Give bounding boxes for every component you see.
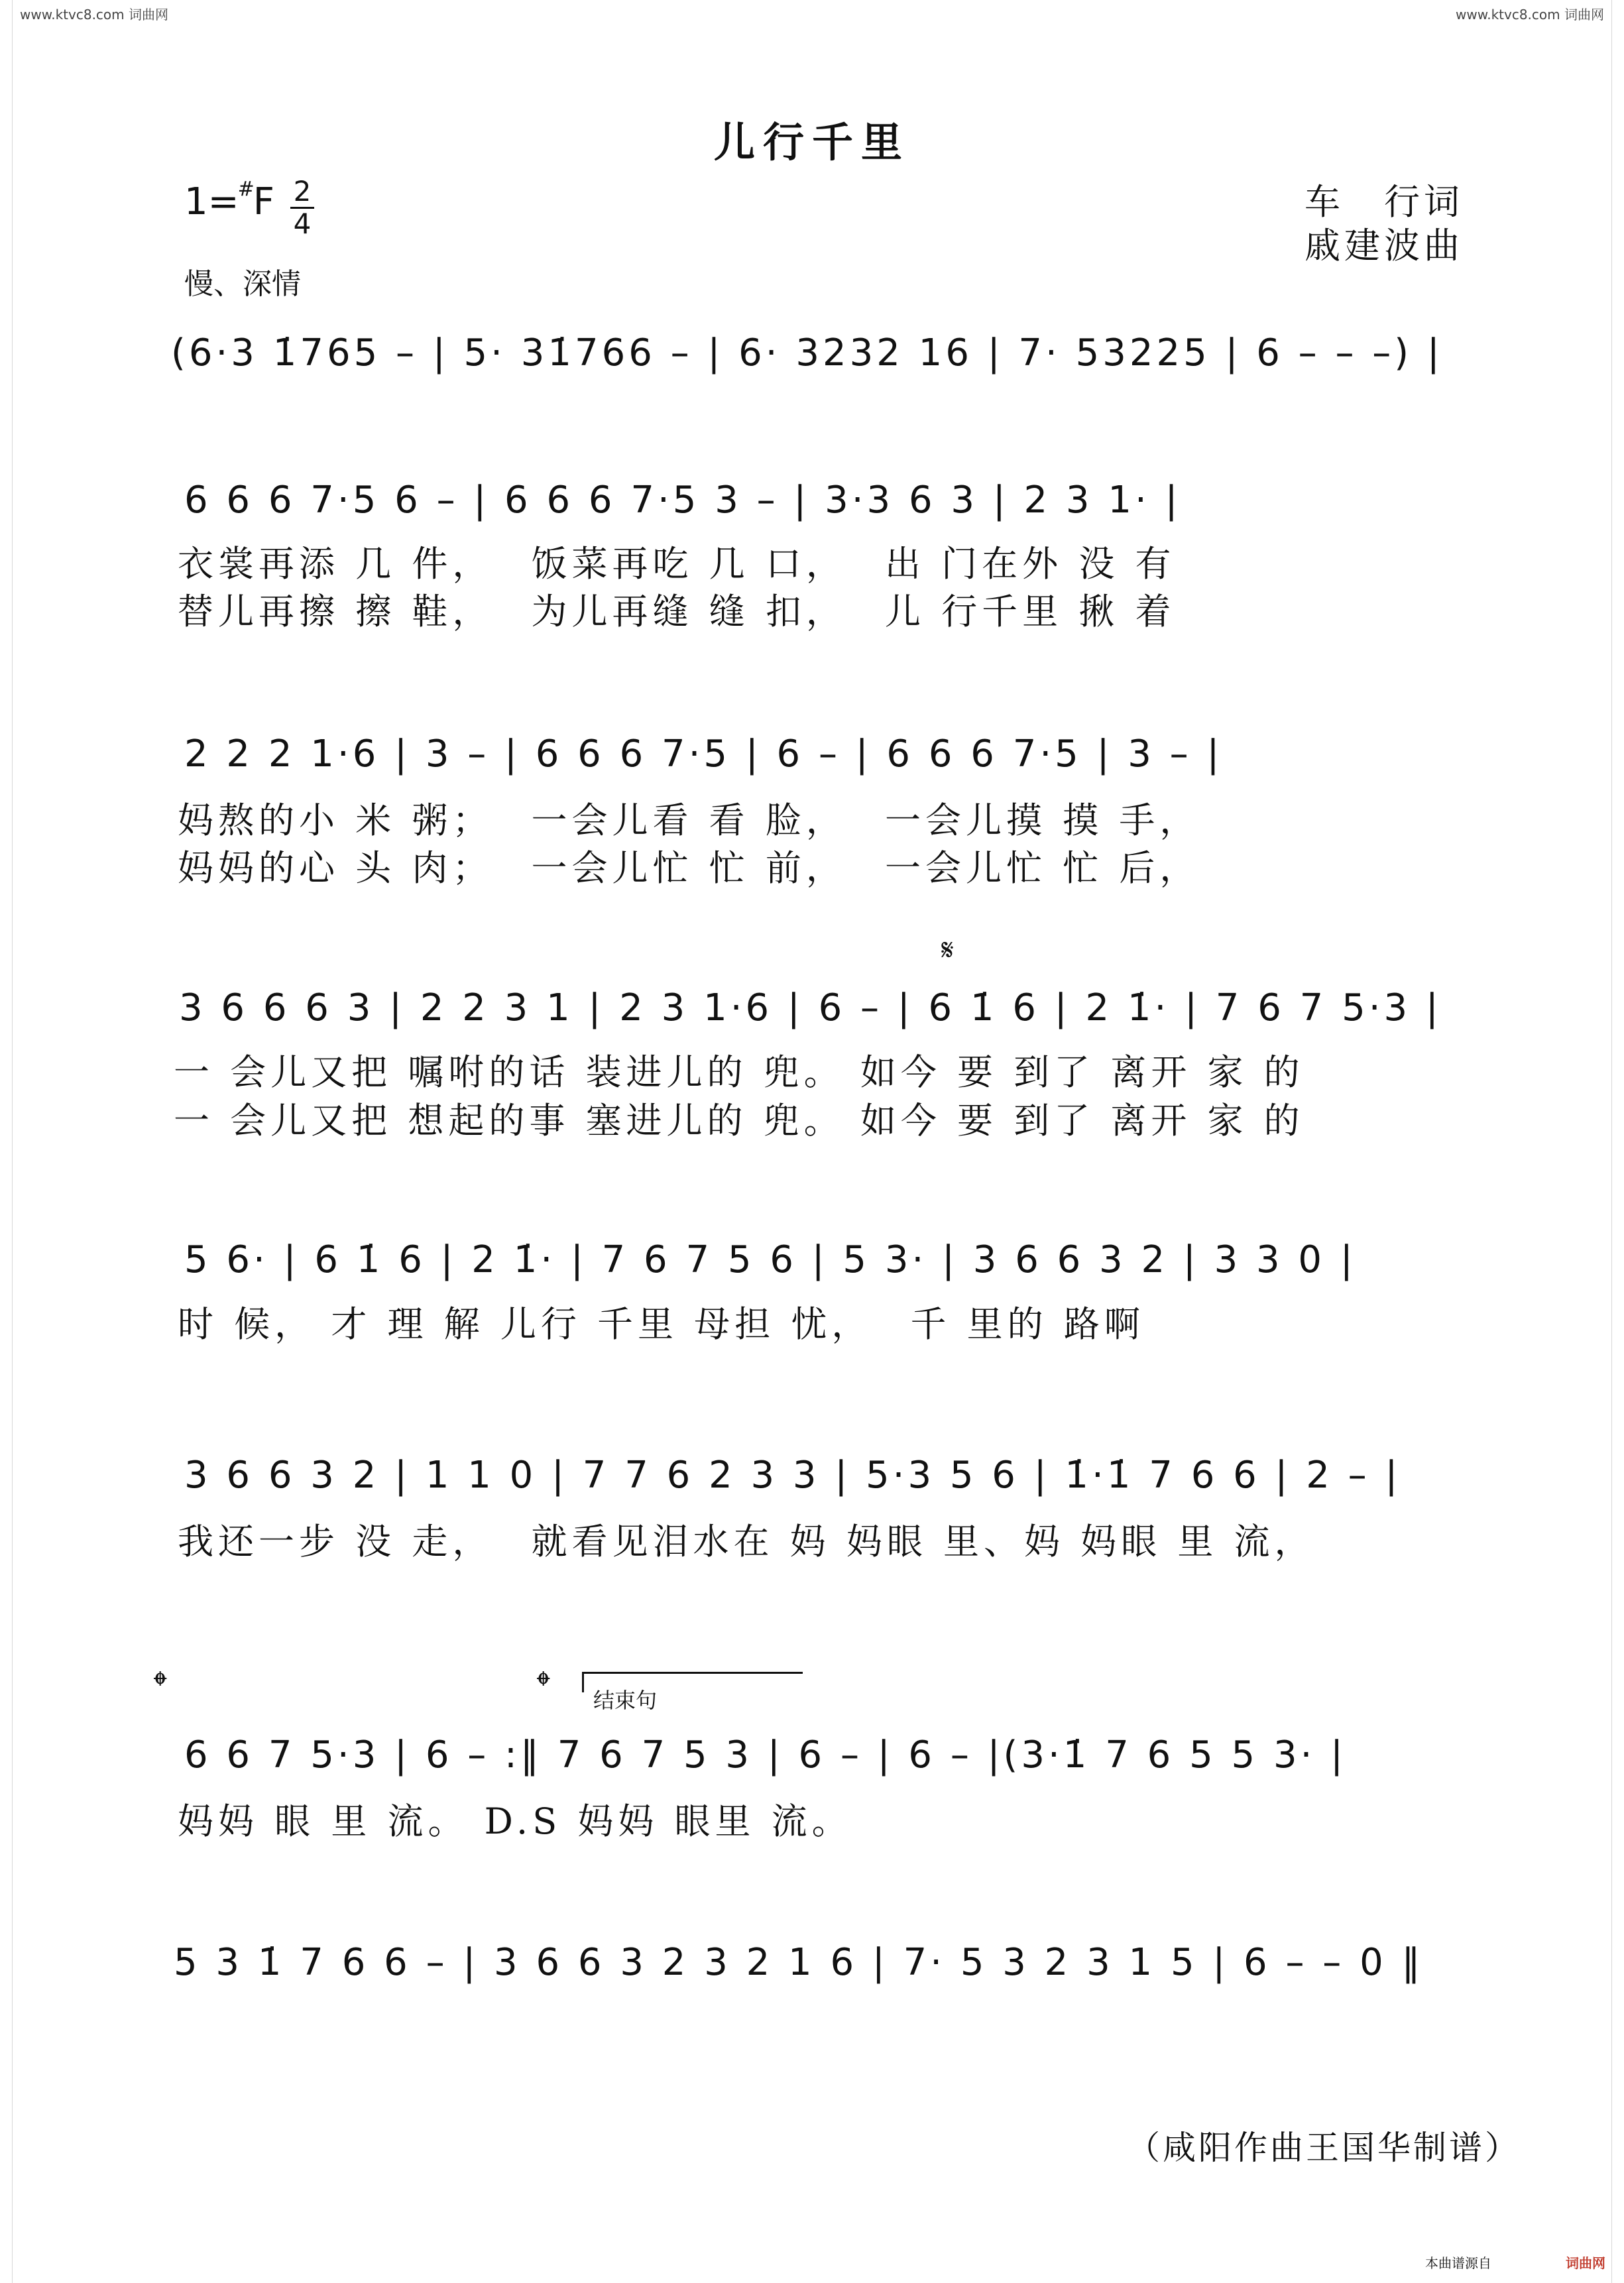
lyricist-credit: 车 行词 xyxy=(1305,181,1464,223)
lyric-line-6: 我还一步 没 走， 就看见泪水在 妈 妈眼 里、妈 妈眼 里 流， xyxy=(178,1521,1315,1562)
notation-system-4: 3 6 6 6 3 | 2 2 3 1 | 2 3 1·6 | 6 – | 6 1̇ 6 | 2 1̇· | 7 6 7 5·3 | xyxy=(179,986,1442,1029)
lyric-line-2-verse-2: 替儿再擦 擦 鞋， 为儿再缝 缝 扣， 儿 行千里 揪 着 xyxy=(178,591,1176,632)
time-signature xyxy=(290,175,314,240)
lyric-line-5: 时 候， 才 理 解 儿行 千里 母担 忧， 千 里的 路啊 xyxy=(178,1303,1145,1345)
sharp-sign: # xyxy=(237,178,255,201)
header-right-site[interactable]: www.ktvc8.com 词曲网 xyxy=(1455,7,1604,23)
lyric-line-4-verse-1: 一 会儿又把 嘱咐的话 装进儿的 兜。 如今 要 到了 离开 家 的 xyxy=(174,1051,1305,1093)
notation-system-1: (6·3 1̇765 – | 5· 31̇766 – | 6· 3232 16 | 7· 53225 | 6 – – –) | xyxy=(171,331,1443,375)
coda-sign-left: 𝄌 xyxy=(154,1664,167,1707)
coda-sign-right: 𝄌 xyxy=(537,1664,550,1707)
song-title: 儿行千里 xyxy=(713,118,910,166)
segno-sign: 𝄋 xyxy=(941,933,954,967)
lyric-line-7: 妈妈 眼 里 流。 D.S 妈妈 眼里 流。 xyxy=(178,1800,852,1842)
ending-label: 结束句 xyxy=(593,1688,658,1713)
site-logo[interactable]: 词曲网 xyxy=(1566,2255,1605,2271)
tempo-marking: 慢、深情 xyxy=(184,267,301,301)
source-label: 本曲谱源自 xyxy=(1425,2255,1491,2271)
notation-system-5: 5 6· | 6 1̇ 6 | 2 1̇· | 7 6 7 5 6 | 5 3· | 3 6 6 3 2 | 3 3 0 | xyxy=(184,1238,1356,1281)
lyric-line-3-verse-2: 妈妈的心 头 肉； 一会儿忙 忙 前， 一会儿忙 忙 后， xyxy=(178,847,1200,889)
composer-credit: 戚建波曲 xyxy=(1305,225,1464,266)
notation-system-6: 3 6 6 3 2 | 1 1 0 | 7 7 6 2 3 3 | 5·3 5 6 | 1̇·1̇ 7 6 6 | 2 – | xyxy=(184,1454,1401,1497)
transcriber-credit: （咸阳作曲王国华制谱） xyxy=(1127,2129,1521,2167)
lyric-line-2-verse-1: 衣裳再添 几 件， 饭菜再吃 几 口， 出 门在外 没 有 xyxy=(178,543,1176,585)
meter-bottom: 4 xyxy=(293,207,312,240)
notation-system-7: 6 6 7 5·3 | 6 – :‖ 7 6 7 5 3 | 6 – | 6 – |(3·1̇ 7 6 5 5 3· | xyxy=(184,1733,1347,1777)
lyric-line-4-verse-2: 一 会儿又把 想起的事 塞进儿的 兜。 如今 要 到了 离开 家 的 xyxy=(174,1100,1305,1142)
notation-system-8: 5 3 1̇ 7 6 6 – | 3 6 6 3 2 3 2 1 6 | 7· 5 3 2 3 1 5 | 6 – – 0 ‖ xyxy=(174,1941,1424,1984)
left-margin-rule xyxy=(0,0,13,2283)
key-note: F xyxy=(253,180,274,223)
key-signature xyxy=(184,178,274,223)
key-prefix: 1= xyxy=(184,180,239,223)
right-margin-rule xyxy=(1611,0,1624,2283)
meter-top: 2 xyxy=(293,175,312,207)
notation-system-2: 6 6 6 7·5 6 – | 6 6 6 7·5 3 – | 3·3 6 3 | 2 3 1· | xyxy=(184,479,1181,522)
lyric-line-3-verse-1: 妈熬的小 米 粥； 一会儿看 看 脸， 一会儿摸 摸 手， xyxy=(178,799,1200,841)
notation-system-3: 2 2 2 1·6 | 3 – | 6 6 6 7·5 | 6 – | 6 6 6 7·5 | 3 – | xyxy=(184,732,1223,776)
header-left-site[interactable]: www.ktvc8.com 词曲网 xyxy=(20,7,169,23)
